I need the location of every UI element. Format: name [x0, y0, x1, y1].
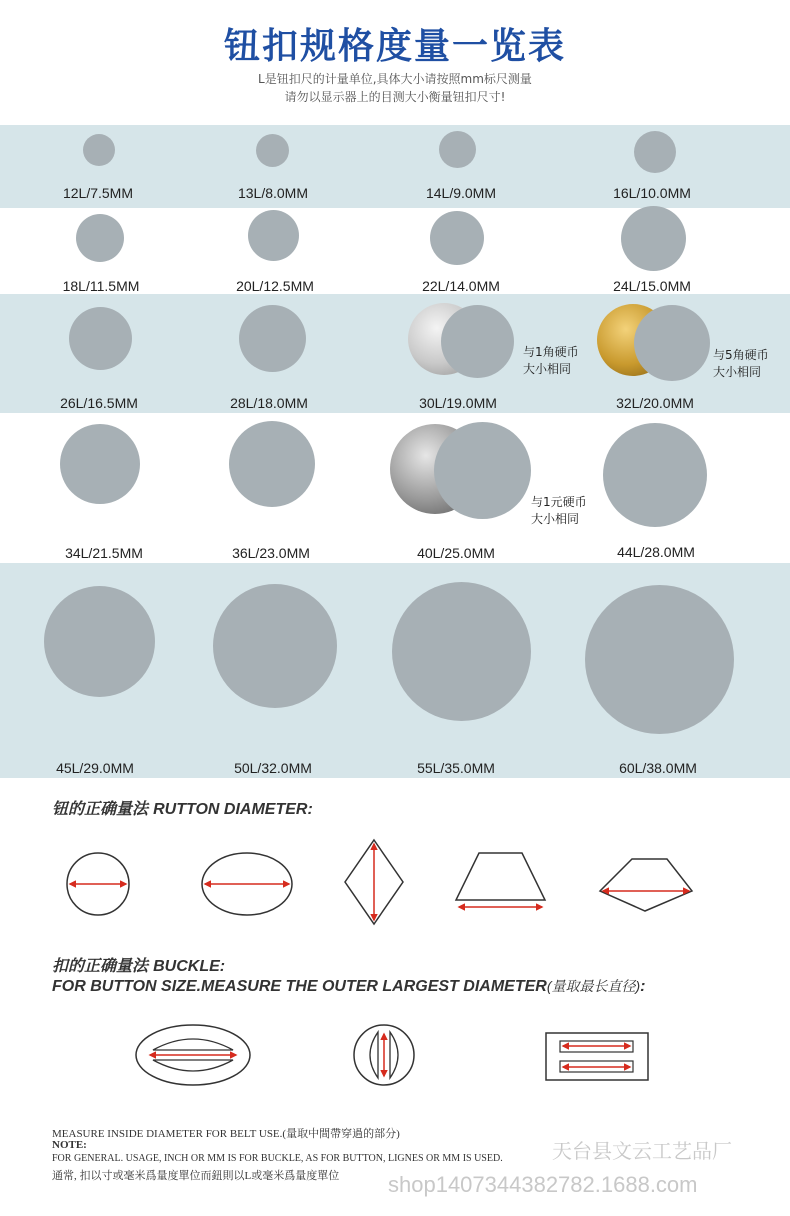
- button-sample-50l: [213, 584, 337, 708]
- note-chinese: 通常, 扣以寸或毫米爲量度單位而鈕則以L或毫米爲量度單位: [52, 1170, 340, 1182]
- note-belt-measure: MEASURE INSIDE DIAMETER FOR BELT USE.(量取中間帶穿過的部分): [52, 1128, 400, 1140]
- size-label: 40L/25.0MM: [417, 545, 495, 561]
- ellipse-diagram: [202, 853, 292, 915]
- size-label: 22L/14.0MM: [422, 278, 500, 294]
- size-label: 30L/19.0MM: [419, 395, 497, 411]
- button-sample-28l: [239, 305, 306, 372]
- size-label: 45L/29.0MM: [56, 760, 134, 776]
- button-sample-60l: [585, 585, 734, 734]
- button-sample-55l: [392, 582, 531, 721]
- oval-buckle-diagram: [136, 1025, 250, 1085]
- size-label: 50L/32.0MM: [234, 760, 312, 776]
- button-sample-32l: [634, 305, 710, 381]
- button-sample-20l: [248, 210, 299, 261]
- size-label: 18L/11.5MM: [62, 278, 140, 294]
- button-measure-heading: 钮的正确量法 RUTTON DIAMETER:: [52, 801, 313, 818]
- size-label: 32L/20.0MM: [616, 395, 694, 411]
- button-sample-36l: [229, 421, 315, 507]
- button-sample-18l: [76, 214, 124, 262]
- button-sample-45l: [44, 586, 155, 697]
- round-buckle-diagram: [354, 1025, 414, 1085]
- button-sample-16l: [634, 131, 676, 173]
- watermark-shop-url: shop1407344382782.1688.com: [388, 1172, 698, 1197]
- circle-diagram: [67, 853, 129, 915]
- coin-note-text: 与1元硬币 大小相同: [531, 495, 587, 526]
- button-sample-13l: [256, 134, 289, 167]
- button-sample-30l: [441, 305, 514, 378]
- button-measure-diagrams: [0, 825, 790, 935]
- note-general-usage: FOR GENERAL. USAGE, INCH OR MM IS FOR BUCKLE, AS FOR BUTTON, LIGNES OR MM IS USED.: [52, 1153, 503, 1164]
- rectangle-buckle-diagram: [546, 1033, 648, 1080]
- size-label: 14L/9.0MM: [425, 185, 497, 201]
- trapezoid-diagram: [456, 853, 545, 907]
- diamond-diagram: [345, 840, 403, 924]
- size-label: 16L/10.0MM: [613, 185, 691, 201]
- button-sample-24l: [621, 206, 686, 271]
- buckle-measure-heading: 扣的正确量法 BUCKLE:: [52, 958, 226, 975]
- button-sample-40l: [434, 422, 531, 519]
- size-label: 44L/28.0MM: [617, 544, 695, 560]
- coin-note-text: 与5角硬币 大小相同: [713, 348, 769, 379]
- size-label: 55L/35.0MM: [417, 760, 495, 776]
- size-label: 12L/7.5MM: [62, 185, 134, 201]
- size-label: 60L/38.0MM: [619, 760, 697, 776]
- button-sample-14l: [439, 131, 476, 168]
- button-sample-12l: [83, 134, 115, 166]
- note-heading: NOTE:: [52, 1139, 87, 1151]
- size-label: 26L/16.5MM: [60, 395, 138, 411]
- size-label: 34L/21.5MM: [65, 545, 143, 561]
- button-sample-22l: [430, 211, 484, 265]
- buckle-measure-instruction: FOR BUTTON SIZE.MEASURE THE OUTER LARGEST DIAMETER(量取最长直径):: [52, 978, 646, 995]
- button-sample-26l: [69, 307, 132, 370]
- button-sample-34l: [60, 424, 140, 504]
- subtitle-line-1: L是钮扣尺的计量单位,具体大小请按照mm标尺测量: [258, 72, 532, 86]
- size-label: 36L/23.0MM: [232, 545, 310, 561]
- watermark-shop-name: 天台县文云工艺品厂: [552, 1141, 732, 1163]
- size-label: 28L/18.0MM: [230, 395, 308, 411]
- size-label: 24L/15.0MM: [613, 278, 691, 294]
- size-label: 13L/8.0MM: [237, 185, 309, 201]
- buckle-measure-diagrams: [0, 1020, 790, 1095]
- page-title: 钮扣规格度量一览表: [223, 26, 566, 67]
- coin-note-text: 与1角硬币 大小相同: [523, 345, 579, 376]
- size-label: 20L/12.5MM: [236, 278, 314, 294]
- pentagon-diagram: [600, 859, 692, 911]
- subtitle-line-2: 请勿以显示器上的目测大小衡量钮扣尺寸!: [284, 90, 506, 104]
- button-sample-44l: [603, 423, 707, 527]
